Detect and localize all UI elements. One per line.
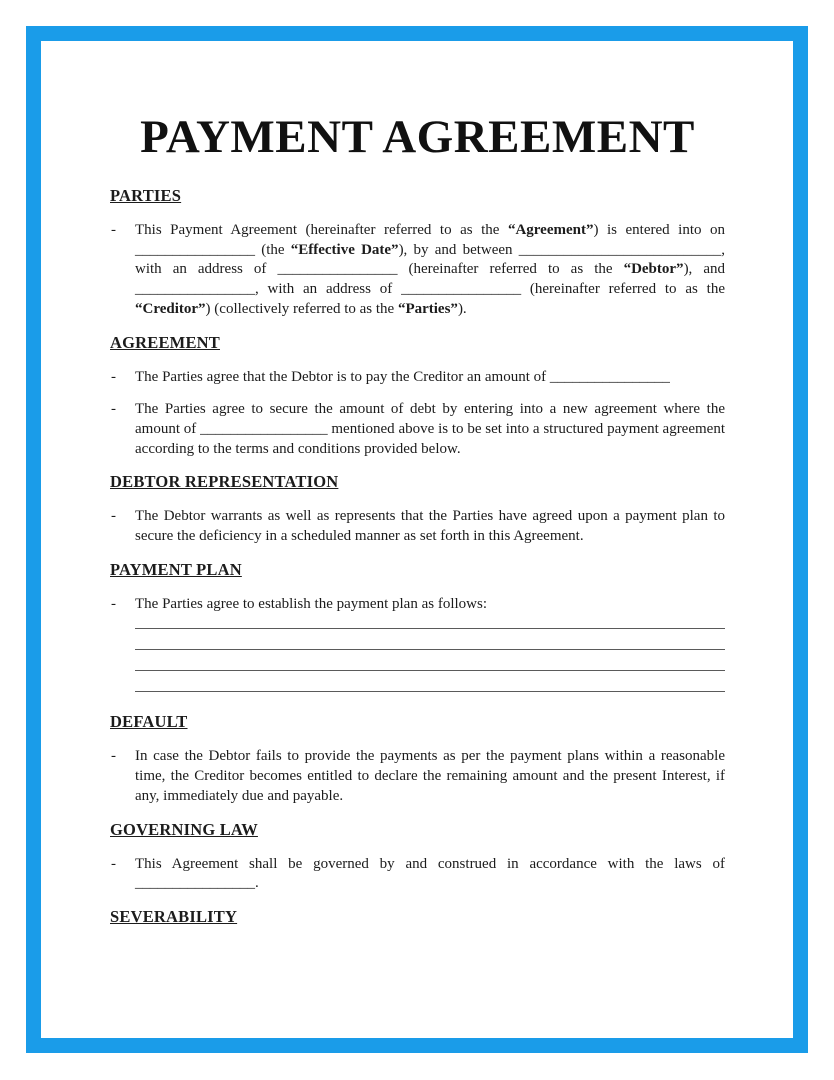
section-heading-payment-plan: PAYMENT PLAN xyxy=(110,559,242,579)
list-dash-marker: - xyxy=(111,222,116,238)
blank-line xyxy=(135,649,725,670)
section-heading-parties: PARTIES xyxy=(110,186,182,205)
list-dash-marker: - xyxy=(111,368,116,385)
paragraph-text: The Parties agree to establish the payment plan as follows: xyxy=(135,595,487,612)
section-severability xyxy=(110,907,725,927)
list-item xyxy=(110,747,725,806)
section-heading-severability: SEVERABILITY xyxy=(110,906,238,926)
payment-plan-blank-lines xyxy=(110,628,725,712)
paragraph-text: The Parties agree that the Debtor is to pay the Creditor an amount of ________________ xyxy=(135,368,670,385)
list-dash-marker: - xyxy=(111,855,116,872)
list-dash-marker: - xyxy=(111,748,116,765)
blank-line xyxy=(135,670,725,691)
list-dash-marker: - xyxy=(111,508,116,525)
section-heading-agreement: AGREEMENT xyxy=(110,332,220,352)
list-item xyxy=(110,595,725,615)
paragraph-text: In case the Debtor fails to provide the payments as per the payment plans within a reasonable time, the Creditor becomes entitled to declare the remaining amount and the present Interest, if any, immediately due and payable. xyxy=(135,748,725,804)
list-item xyxy=(110,855,725,894)
paragraph-text: This Payment Agreement (hereinafter referred to as the “Agreement”) is entered into on ________________ (the “Effective Date”), by and between ___________________________, with an address of ________________ (hereinafter referred to as the “Debtor”), and ________________, with an address of ________________ (hereinafter referred to as the “Creditor”) (collectively referred to as the “Parties”). xyxy=(135,222,726,317)
section-default xyxy=(110,712,725,806)
document-title: PAYMENT AGREEMENT xyxy=(140,111,695,163)
list-item xyxy=(110,507,725,546)
list-item xyxy=(110,368,725,388)
document-content xyxy=(110,110,725,942)
list-item xyxy=(110,221,725,320)
paragraph-text: The Parties agree to secure the amount of debt by entering into a new agreement where the amount of _________________ mentioned above is to be set into a structured payment agreement according to the terms and conditions provided below. xyxy=(135,401,725,457)
section-parties xyxy=(110,186,725,320)
blank-line xyxy=(135,628,725,649)
section-debtor-representation xyxy=(110,472,725,546)
list-dash-marker: - xyxy=(111,595,116,612)
section-agreement xyxy=(110,333,725,460)
paragraph-text: The Debtor warrants as well as represents that the Parties have agreed upon a payment plan to secure the deficiency in a scheduled manner as set forth in this Agreement. xyxy=(135,508,725,545)
list-dash-marker: - xyxy=(111,401,116,418)
list-item xyxy=(110,400,725,459)
section-governing-law xyxy=(110,820,725,894)
section-heading-debtor-representation: DEBTOR REPRESENTATION xyxy=(110,472,339,492)
section-heading-governing-law: GOVERNING LAW xyxy=(110,819,258,839)
section-heading-default: DEFAULT xyxy=(110,712,188,732)
section-payment-plan xyxy=(110,560,725,713)
paragraph-text: This Agreement shall be governed by and construed in accordance with the laws of ________________. xyxy=(135,855,725,892)
blank-line xyxy=(135,691,725,712)
